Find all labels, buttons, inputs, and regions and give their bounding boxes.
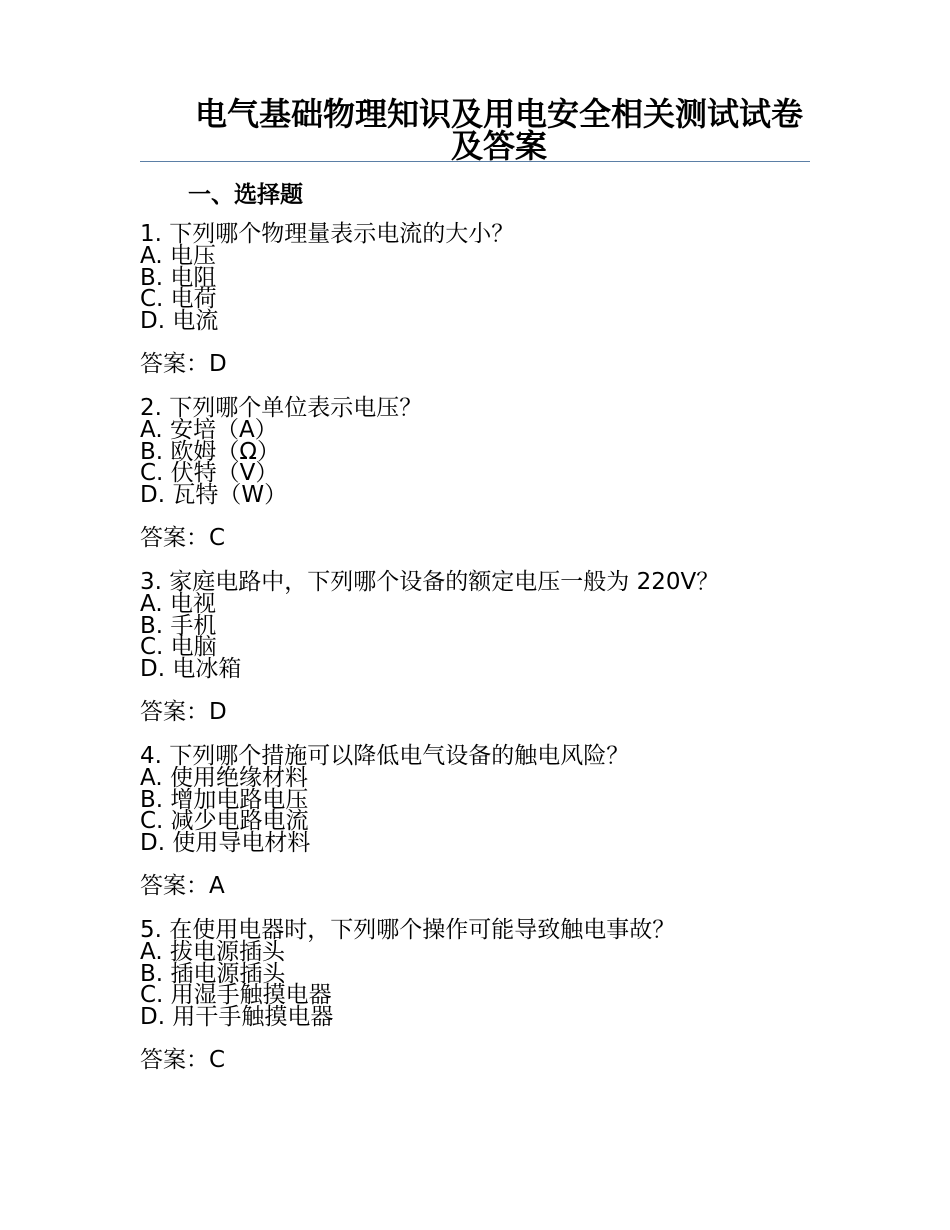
option-a: A. 安培（A） [140, 416, 278, 443]
page-title: 电气基础物理知识及用电安全相关测试试卷及答案 [194, 95, 803, 165]
option-list [140, 242, 840, 335]
section-heading: 一、选择题 [188, 182, 303, 208]
answer-line: 答案：C [140, 524, 226, 551]
option-a: A. 电视 [140, 590, 216, 617]
answer-line: 答案：D [140, 350, 227, 377]
option-b: B. 电阻 [140, 264, 217, 291]
question-stem: 4. 下列哪个措施可以降低电气设备的触电风险？ [140, 743, 630, 769]
option-d: D. 瓦特（W） [140, 482, 288, 509]
option-c: C. 电脑 [140, 634, 217, 661]
answer-line: 答案：D [140, 698, 227, 725]
option-list [140, 938, 840, 1031]
option-list [140, 590, 840, 683]
question-stem: 3. 家庭电路中，下列哪个设备的额定电压一般为 220V？ [140, 569, 720, 595]
question-list [140, 221, 840, 1094]
answer-line: 答案：A [140, 872, 225, 899]
question-stem: 5. 在使用电器时，下列哪个操作可能导致触电事故？ [140, 917, 676, 943]
option-c: C. 伏特（V） [140, 460, 279, 487]
option-b: B. 欧姆（Ω） [140, 438, 280, 465]
question-5 [140, 917, 840, 1094]
option-b: B. 插电源插头 [140, 960, 286, 987]
option-b: B. 手机 [140, 612, 217, 639]
option-a: A. 拔电源插头 [140, 938, 285, 965]
option-a: A. 电压 [140, 242, 216, 269]
option-d: D. 使用导电材料 [140, 830, 311, 857]
question-4 [140, 743, 840, 920]
option-c: C. 减少电路电流 [140, 808, 309, 835]
option-b: B. 增加电路电压 [140, 786, 309, 813]
option-list [140, 764, 840, 857]
option-c: C. 用湿手触摸电器 [140, 982, 332, 1009]
question-stem: 2. 下列哪个单位表示电压？ [140, 395, 423, 421]
option-c: C. 电荷 [140, 286, 217, 313]
answer-line: 答案：C [140, 1046, 226, 1073]
option-d: D. 用干手触摸电器 [140, 1004, 334, 1031]
option-d: D. 电冰箱 [140, 656, 242, 683]
option-a: A. 使用绝缘材料 [140, 764, 308, 791]
question-2 [140, 395, 840, 572]
option-d: D. 电流 [140, 308, 219, 335]
question-stem: 1. 下列哪个物理量表示电流的大小？ [140, 221, 515, 247]
question-1 [140, 221, 840, 398]
option-list [140, 416, 840, 509]
title-underline [140, 161, 810, 162]
question-3 [140, 569, 840, 746]
